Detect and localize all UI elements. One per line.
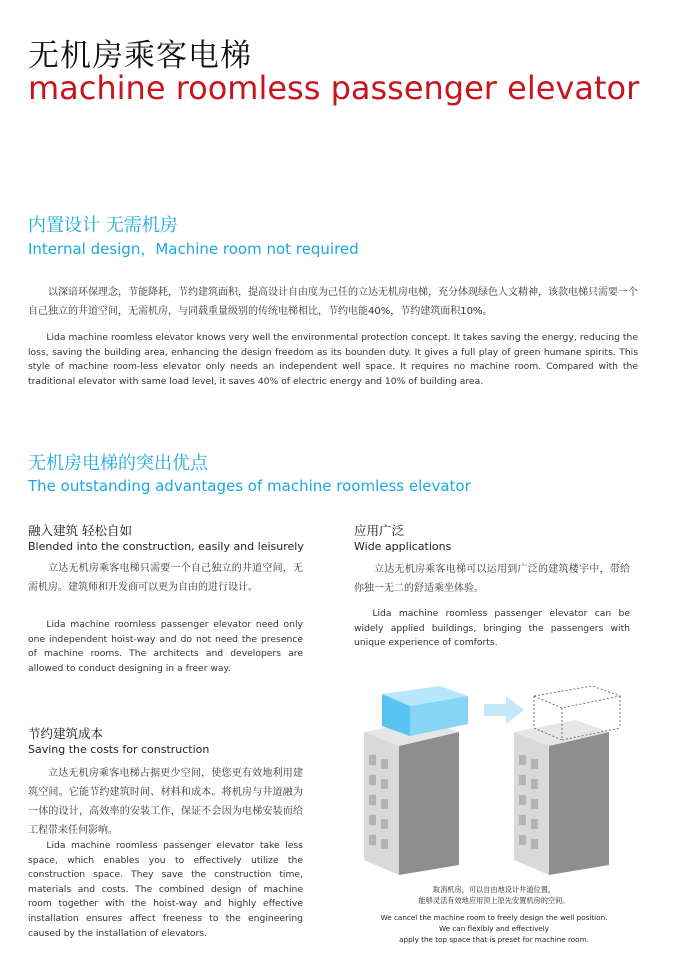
intro-paragraph-cn: 以深谙环保理念，节能降耗，节约建筑面积，提高设计自由度为己任的立达无机房电梯，充分体现绿色人文精神，该款电梯只需要一个自己独立的井道空间，无需机房，与同载重量级别的传统电梯相比，节约电能40%，节约建筑面积10%。 [28, 287, 638, 317]
building-after [514, 720, 609, 875]
caption-en-line: We can flexibly and effectively [438, 924, 550, 933]
building-before [364, 720, 459, 875]
section-heading-en: The outstanding advantages of machine roomless elevator [28, 477, 471, 495]
page-title-cn: 无机房乘客电梯 [28, 38, 252, 74]
feature-title-en: Saving the costs for construction [28, 743, 210, 756]
page-title-en: machine roomless passenger elevator [28, 69, 640, 107]
feature-paragraph-en: Lida machine roomless passenger elevator can be widely applied buildings, bringing the passengers with unique experience of comforts. [354, 608, 630, 649]
machine-room-illustration [354, 680, 644, 880]
machine-room-cube [382, 686, 468, 736]
feature-title-cn: 应用广泛 [354, 523, 405, 538]
feature-title-en: Wide applications [354, 540, 452, 553]
illustration-caption [354, 884, 634, 945]
feature-paragraph-cn: 立达无机房乘客电梯占据更少空间，使您更有效地利用建筑空间。它能节约建筑时间、材料和成本。将机房与井道融为一体的设计，高效率的安装工作，保证不会因为电梯安装而给工程带来任何影响。 [28, 768, 303, 836]
caption-en-line: We cancel the machine room to freely design the well position. [380, 913, 608, 922]
caption-en-line: apply the top space that is preset for machine room. [399, 935, 589, 944]
feature-title-en: Blended into the construction, easily and leisurely [28, 540, 304, 553]
caption-cn-line: 能够灵活有效地应用顶上原先安置机房的空间。 [418, 896, 570, 905]
section-heading-cn: 无机房电梯的突出优点 [28, 453, 208, 474]
feature-paragraph-cn: 立达无机房乘客电梯只需要一个自己独立的井道空间，无需机房。建筑师和开发商可以更为自由的进行设计。 [28, 563, 303, 593]
section-heading-en: Internal design，Machine room not required [28, 240, 359, 258]
feature-title-cn: 融入建筑 轻松自如 [28, 523, 132, 538]
feature-title-cn: 节约建筑成本 [28, 726, 104, 741]
caption-cn-line: 取消机房，可以自由地设计井道位置， [432, 885, 556, 894]
section-heading-cn: 内置设计 无需机房 [28, 215, 178, 236]
feature-paragraph-cn: 立达无机房乘客电梯可以运用到广泛的建筑楼宇中，带给你独一无二的舒适乘坐体验。 [354, 564, 630, 594]
feature-paragraph-en: Lida machine roomless passenger elevator need only one independent hoist-way and do not need the presence of machine rooms. The architects and developers are allowed to conduct designing in a freer way. [28, 619, 303, 674]
feature-paragraph-en: Lida machine roomless passenger elevator take less space, which enables you to effectively utilize the construction space. They save the construction time, materials and costs. The combined design of machine room together with the hoist-way and highly effective installation ensures affect freeness to the engineering caused by the installation of elevators. [28, 840, 303, 939]
arrow-right-icon [484, 696, 524, 724]
intro-paragraph-en: Lida machine roomless elevator knows very well the environmental protection concept. It takes saving the energy, reducing the loss, saving the building area, enhancing the design freedom as its bounden duty. It gives a full play of green humane spirits. This style of machine room-less elevator only needs an independent well space. It requires no machine room. Compared with the traditional elevator with same load level, it saves 40% of electric energy and 10% of building area. [28, 332, 638, 387]
